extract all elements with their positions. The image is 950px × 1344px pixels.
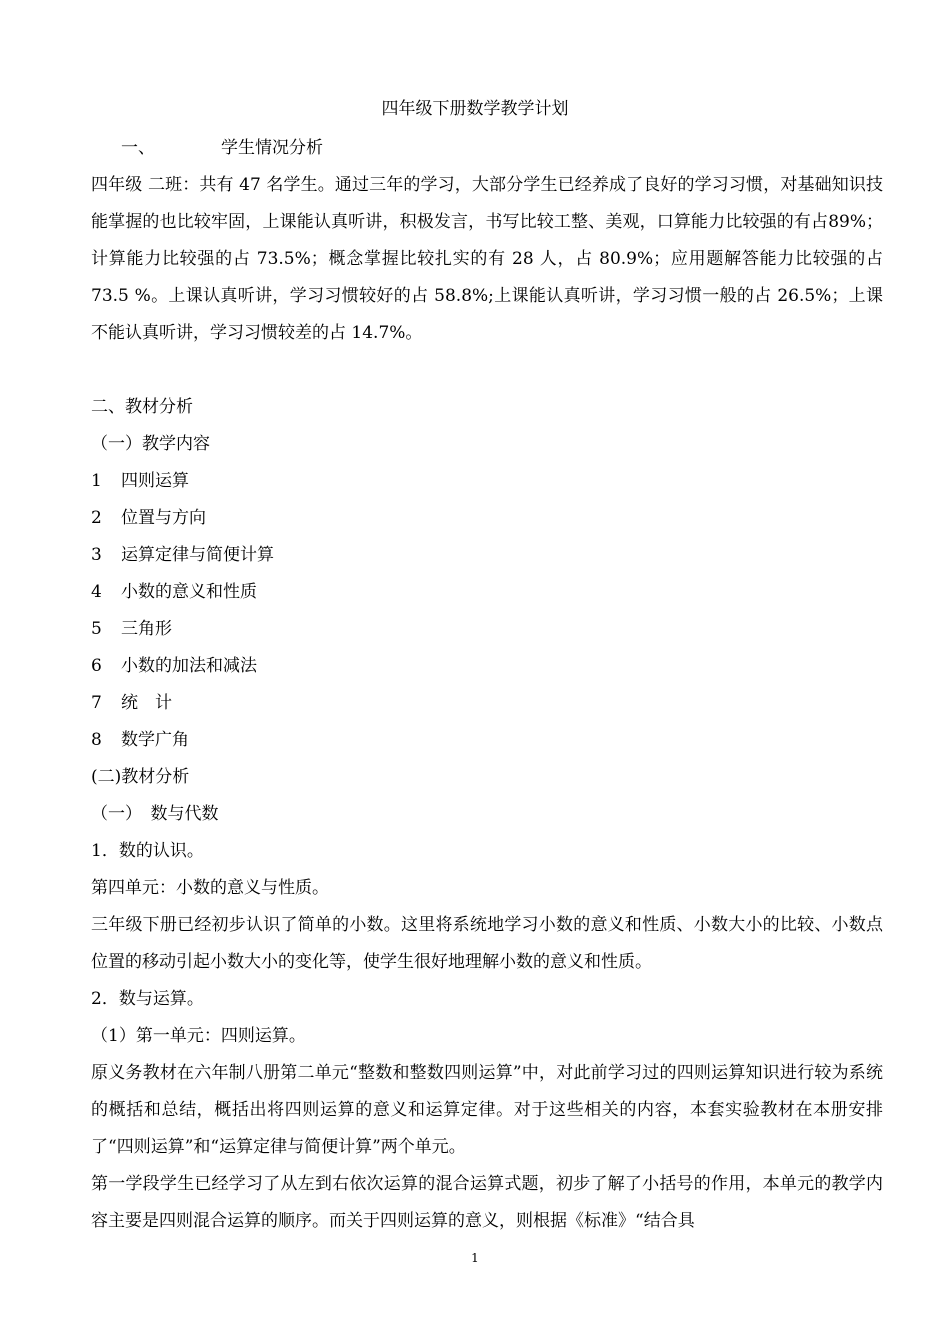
- number-recognition-heading: 1．数的认识。: [91, 841, 204, 861]
- list-item-number: 2: [91, 508, 102, 528]
- unit1-paragraph: 原义务教材在六年制八册第二单元“整数和整数四则运算”中，对此前学习过的四则运算知识进行较为系统的概括和总结，概括出将四则运算的意义和运算定律。对于这些相关的内容，本套实验教材在本册安排了“四则运算”和“运算定律与简便计算”两个单元。: [91, 1063, 883, 1157]
- section1-number: 一、: [121, 138, 155, 158]
- list-item: [91, 463, 883, 500]
- unit4-paragraph: 三年级下册已经初步认识了简单的小数。这里将系统地学习小数的意义和性质、小数大小的比较、小数点位置的移动引起小数大小的变化等，使学生很好地理解小数的意义和性质。: [91, 915, 883, 972]
- numbers-algebra-heading: （一） 数与代数: [91, 804, 219, 824]
- list-item: [91, 611, 883, 648]
- list-item-number: 5: [91, 619, 102, 639]
- document-body: [91, 130, 906, 1240]
- section1-heading-text: 学生情况分析: [221, 138, 323, 158]
- document-title: 四年级下册数学教学计划: [381, 99, 569, 119]
- list-item: [91, 574, 883, 611]
- list-item-text: 三角形: [121, 619, 172, 639]
- unit1-paragraph-continued: 第一学段学生已经学习了从左到右依次运算的混合运算式题，初步了解了小括号的作用，本单元的教学内容主要是四则混合运算的顺序。而关于四则运算的意义，则根据《标准》“结合具: [91, 1174, 883, 1231]
- list-item-number: 4: [91, 582, 102, 602]
- list-item: [91, 648, 883, 685]
- section1-paragraph: 四年级 二班：共有 47 名学生。通过三年的学习，大部分学生已经养成了良好的学习习惯，对基础知识技能掌握的也比较牢固，上课能认真听讲，积极发言，书写比较工整、美观，口算能力比较强的有占89%；计算能力比较强的占 73.5%；概念掌握比较扎实的有 28 人，占 80.9%；应用题解答能力比较强的占 73.5 %。上课认真听讲，学习习惯较好的占 58.8%;上课能认真听讲，学习习惯一般的占 26.5%；上课不能认真听讲，学习习惯较差的占 14.7%。: [91, 175, 906, 343]
- list-item-text: 小数的意义和性质: [121, 582, 257, 602]
- list-item-number: 7: [91, 693, 102, 713]
- page-number: 1: [471, 1251, 479, 1265]
- list-item: [91, 685, 883, 722]
- section1-heading: [91, 130, 883, 167]
- numbers-operations-heading: 2．数与运算。: [91, 989, 204, 1009]
- unit4-title: 第四单元：小数的意义与性质。: [91, 878, 329, 898]
- list-item: [91, 537, 883, 574]
- list-item-number: 1: [91, 471, 102, 491]
- teaching-content-heading: （一）教学内容: [91, 434, 210, 454]
- unit1-title: （1）第一单元：四则运算。: [91, 1026, 306, 1046]
- section2-heading: 二、教材分析: [91, 397, 193, 417]
- list-item-number: 6: [91, 656, 102, 676]
- list-item-text: 小数的加法和减法: [121, 656, 257, 676]
- list-item-number: 8: [91, 730, 102, 750]
- list-item-text: 统 计: [121, 693, 172, 713]
- list-item: [91, 500, 883, 537]
- blank-line: [91, 352, 883, 389]
- list-item-number: 3: [91, 545, 102, 565]
- list-item-text: 位置与方向: [121, 508, 206, 528]
- list-item: [91, 722, 883, 759]
- list-item-text: 运算定律与简便计算: [121, 545, 274, 565]
- list-item-text: 四则运算: [121, 471, 189, 491]
- material-analysis-heading: (二)教材分析: [91, 767, 190, 787]
- list-item-text: 数学广角: [121, 730, 189, 750]
